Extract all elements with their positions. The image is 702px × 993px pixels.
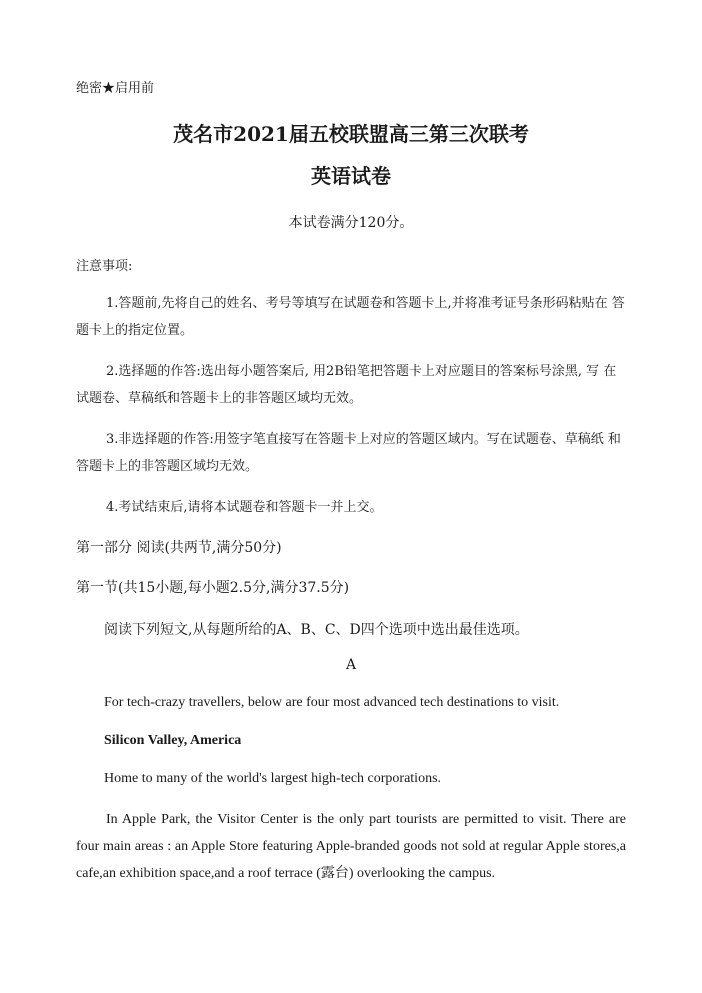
passage-paragraph-text: In Apple Park, the Visitor Center is the only part tourists are permitted to visit. There are four main areas : an Apple Store featuring Apple-branded goods not sold at regular Apple stores,a cafe,an exhibition space,and a roof terrace (露台) overlooking the campus.	[76, 812, 626, 881]
note-text: 4.考试结束后,请将本试题卷和答题卡一并上交。	[106, 500, 383, 515]
part-title: 第一部分 阅读(共两节,满分50分)	[76, 540, 282, 556]
section-title: 第一节(共15小题,每小题2.5分,满分37.5分)	[76, 580, 350, 596]
passage-place-heading: Silicon Valley, America	[104, 733, 242, 748]
note-text: 1.答题前,先将自己的姓名、考号等填写在试题卷和答题卡上,并将准考证号条形码粘贴在 答题卡上的指定位置。	[76, 296, 625, 338]
passage-description: Home to many of the world's largest high-tech corporations.	[104, 771, 442, 786]
exam-subtitle: 英语试卷	[311, 164, 391, 188]
score-note: 本试卷满分120分。	[288, 215, 414, 231]
exam-title: 茂名市2021届五校联盟高三第三次联考	[173, 122, 529, 146]
note-item	[76, 426, 626, 480]
passage-letter: A	[345, 657, 357, 673]
passage-paragraph	[76, 806, 626, 887]
section-instruction: 阅读下列短文,从每题所给的A、B、C、D四个选项中选出最佳选项。	[104, 622, 529, 638]
note-text: 3.非选择题的作答:用签字笔直接写在答题卡上对应的答题区域内。写在试题卷、草稿纸 和答题卡上的非答题区域均无效。	[76, 432, 621, 474]
note-text: 2.选择题的作答:选出每小题答案后, 用2B铅笔把答题卡上对应题目的答案标号涂黑, 写 在试题卷、草稿纸和答题卡上的非答题区域均无效。	[76, 364, 617, 406]
note-item	[76, 290, 626, 344]
passage-intro: For tech-crazy travellers, below are four most advanced tech destinations to visit.	[104, 695, 560, 710]
note-item	[76, 494, 626, 521]
confidential-label: 绝密★启用前	[76, 81, 155, 96]
notes-heading: 注意事项:	[76, 259, 133, 274]
note-item	[76, 358, 626, 412]
